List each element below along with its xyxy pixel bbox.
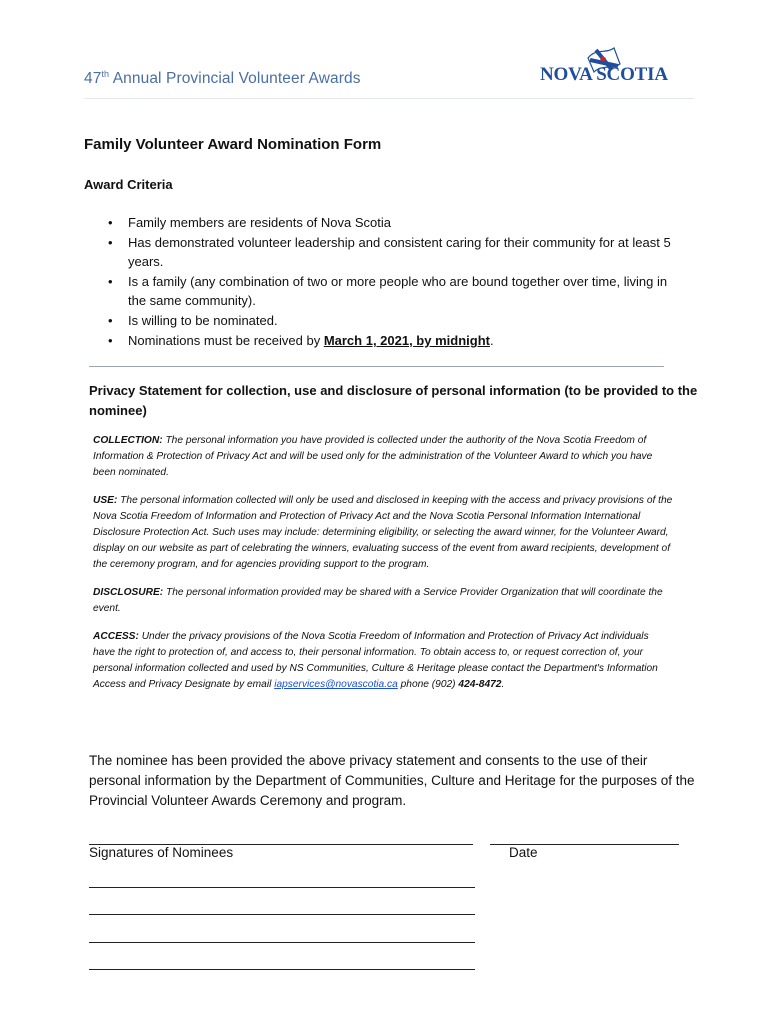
phone-prefix: phone (902) — [397, 679, 459, 690]
privacy-collection — [93, 433, 673, 481]
privacy-disclosure — [93, 585, 673, 617]
email-link[interactable]: iapservices@novascotia.ca — [274, 679, 398, 690]
disclosure-text: The personal information provided may be shared with a Service Provider Organization that will coordinate the event. — [93, 587, 663, 614]
logo-wordmark: NOVA SCOTIA — [540, 64, 668, 85]
deadline-suffix: . — [489, 333, 494, 348]
access-label: ACCESS: — [93, 631, 139, 642]
privacy-use — [93, 493, 673, 573]
signature-line[interactable] — [89, 914, 475, 915]
nova-scotia-logo — [540, 44, 680, 92]
signatures-label: Signatures of Nominees — [89, 845, 234, 860]
criteria-item: • Family members are residents of Nova Scotia — [108, 213, 678, 232]
access-text: Under the privacy provisions of the Nova Scotia Freedom of Information and Protection of Privacy Act individuals have the right to protection of, and access to, their personal information. To obtain access to, or request correction of, your personal information collected and used by NS Communities, Culture & Heritage please contact the Department's Information Access and Privacy Designate by email — [93, 631, 658, 690]
header-title-rest: Annual Provincial Volunteer Awards — [112, 70, 361, 87]
header-divider — [84, 98, 694, 99]
deadline-prefix: Nominations must be received by — [128, 333, 324, 348]
privacy-divider — [89, 366, 664, 367]
criteria-heading: Award Criteria — [84, 177, 173, 192]
date-label: Date — [509, 845, 538, 860]
criteria-item: • Is a family (any combination of two or more people who are bound together over time, living in the same community). — [108, 272, 678, 310]
privacy-body — [93, 433, 673, 705]
use-label: USE: — [93, 495, 118, 506]
signature-line[interactable] — [89, 942, 475, 943]
collection-label: COLLECTION: — [93, 435, 163, 446]
access-end: . — [501, 679, 505, 690]
form-title: Family Volunteer Award Nomination Form — [84, 136, 382, 153]
use-text: The personal information collected will only be used and disclosed in keeping with the access and privacy provisions of the Nova Scotia Freedom of Information and Protection of Privacy Act and the Nova Scotia Personal Information International Disclosure Protection Act. Such uses may include: determining eligibility, or selecting the award winner, for the Volunteer Award, display on our website as part of celebrating the winners, evaluating success of the event from award recipients, development of the ceremony program, and for agencies providing support to the program. — [93, 495, 673, 570]
header-title-prefix: 47 — [84, 70, 102, 87]
consent-statement: The nominee has been provided the above privacy statement and consents to the use of their personal information by the Department of Communities, Culture and Heritage for the purposes of the Provincial Volunteer Awards Ceremony and program. — [89, 753, 695, 808]
criteria-item: • Has demonstrated volunteer leadership and consistent caring for their community for at least 5 years. — [108, 233, 678, 271]
criteria-item-deadline — [108, 331, 678, 350]
privacy-heading: Privacy Statement for collection, use and disclosure of personal information (to be provided to the nominee) — [89, 383, 698, 418]
criteria-item: • Is willing to be nominated. — [108, 311, 678, 330]
criteria-list — [108, 213, 678, 351]
disclosure-label: DISCLOSURE: — [93, 587, 164, 598]
header-title — [84, 70, 361, 88]
privacy-access — [93, 629, 673, 693]
collection-text: The personal information you have provided is collected under the authority of the Nova Scotia Freedom of Information & Protection of Privacy Act and will be used only for the administration of the Volunteer Award to which you have been nominated. — [93, 435, 653, 478]
signature-line[interactable] — [89, 887, 475, 888]
phone-number: 424-8472 — [458, 679, 502, 690]
signature-line[interactable] — [89, 969, 475, 970]
header-title-sup: th — [101, 68, 110, 79]
deadline-date: March 1, 2021, by midnight — [323, 333, 490, 348]
